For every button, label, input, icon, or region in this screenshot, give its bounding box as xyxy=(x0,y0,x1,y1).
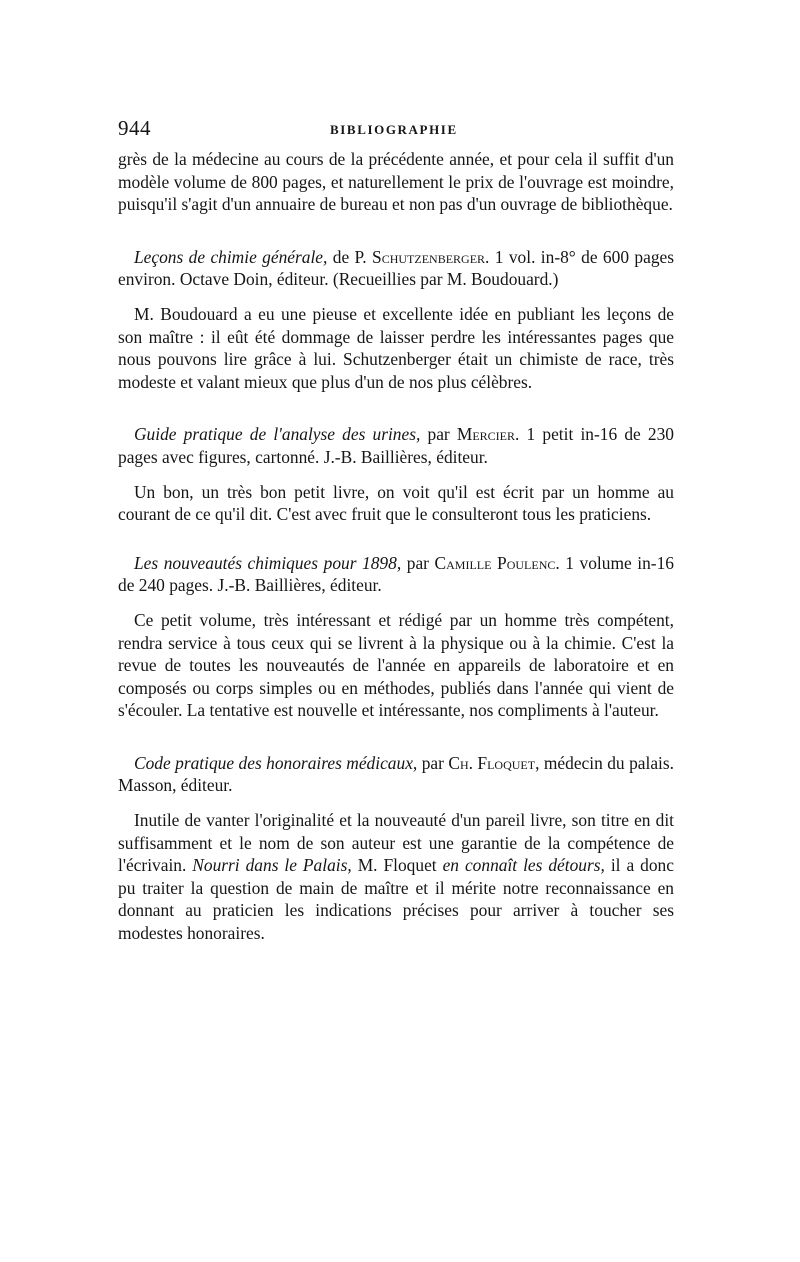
author-prefix: par xyxy=(417,752,449,773)
book-page xyxy=(118,116,674,945)
book-title: Les nouveautés chimiques pour 1898, xyxy=(134,552,402,573)
author-name: Camille Poulenc xyxy=(434,552,556,573)
entry-citation xyxy=(118,752,674,797)
publication-details: . 1 volume in-16 de 240 pages. J.-B. Baillières, éditeur. xyxy=(118,552,674,596)
bibliography-entry xyxy=(118,552,674,722)
page-number: 944 xyxy=(118,116,151,140)
review-paragraph: Un bon, un très bon petit livre, on voit qu'il est écrit par un homme au courant de ce qu'il dit. C'est avec fruit que le consulteront tous les praticiens. xyxy=(118,481,674,525)
review-text: il a donc pu traiter la question de main de maître et il mérite notre reconnaissance en donnant au praticien les indications précises pour arriver à toucher ses modestes honoraires. xyxy=(118,855,674,944)
author-prefix: de P. xyxy=(327,246,373,267)
review-text: M. Floquet xyxy=(351,855,443,876)
bibliography-entry xyxy=(118,246,674,394)
entry-citation xyxy=(118,246,674,291)
book-title: Guide pratique de l'analyse des urines, xyxy=(134,424,421,445)
entry-citation xyxy=(118,423,674,468)
review-text: Inutile de vanter l'originalité et la nouveauté d'un pareil livre, son titre en dit suffisamment et le nom de son auteur est une garantie de la compétence de l'écrivain. xyxy=(118,810,674,876)
continuation-paragraph: grès de la médecine au cours de la précédente année, et pour cela il suffit d'un modèle volume de 800 pages, et naturellement le prix de l'ouvrage est moindre, puisqu'il s'agit d'un annuaire de bureau et non pas d'un ouvrage de bibliothèque. xyxy=(118,149,674,215)
author-name: Mercier xyxy=(456,424,516,445)
author-prefix: par xyxy=(420,424,457,445)
review-paragraph xyxy=(118,809,674,945)
review-quote: Nourri dans le Palais, xyxy=(192,855,352,876)
page-header xyxy=(118,116,674,146)
review-paragraph: M. Boudouard a eu une pieuse et excellente idée en publiant les leçons de son maître : il eût été dommage de laisser perdre les intéressantes pages que nous pouvons lire grâce à lui. Schutzenberger était un chimiste de race, très modeste et valant mieux que plus d'un de nos plus célèbres. xyxy=(118,303,674,392)
bibliography-entry xyxy=(118,423,674,525)
publication-details: . 1 petit in-16 de 230 pages avec figures, cartonné. J.-B. Baillières, éditeur. xyxy=(118,424,674,467)
book-title: Code pratique des honoraires médicaux, xyxy=(134,752,418,773)
review-paragraph: Ce petit volume, très intéressant et rédigé par un homme très compétent, rendra service à tous ceux qui se livrent à la physique ou à la chimie. C'est la revue de toutes les nouveautés de l'année en appareils de laboratoire et en composés ou corps simples ou en méthodes, publiés dans l'année qui vient de s'écouler. La tentative est nouvelle et intéressante, nos compliments à l'auteur. xyxy=(118,609,674,721)
bibliography-entry xyxy=(118,752,674,945)
author-prefix: par xyxy=(401,552,435,573)
entry-citation xyxy=(118,552,674,597)
review-quote: en connaît les détours, xyxy=(442,855,605,876)
publication-details: , médecin du palais. Masson, éditeur. xyxy=(118,752,674,796)
author-name: Ch. Floquet xyxy=(448,752,536,773)
publication-details: . 1 vol. in-8° de 600 pages environ. Octave Doin, éditeur. (Recueillies par M. Boudouard.) xyxy=(118,246,674,290)
author-name: Schutzenberger xyxy=(372,246,486,267)
book-title: Leçons de chimie générale, xyxy=(134,246,328,267)
running-title: BIBLIOGRAPHIE xyxy=(330,122,458,137)
